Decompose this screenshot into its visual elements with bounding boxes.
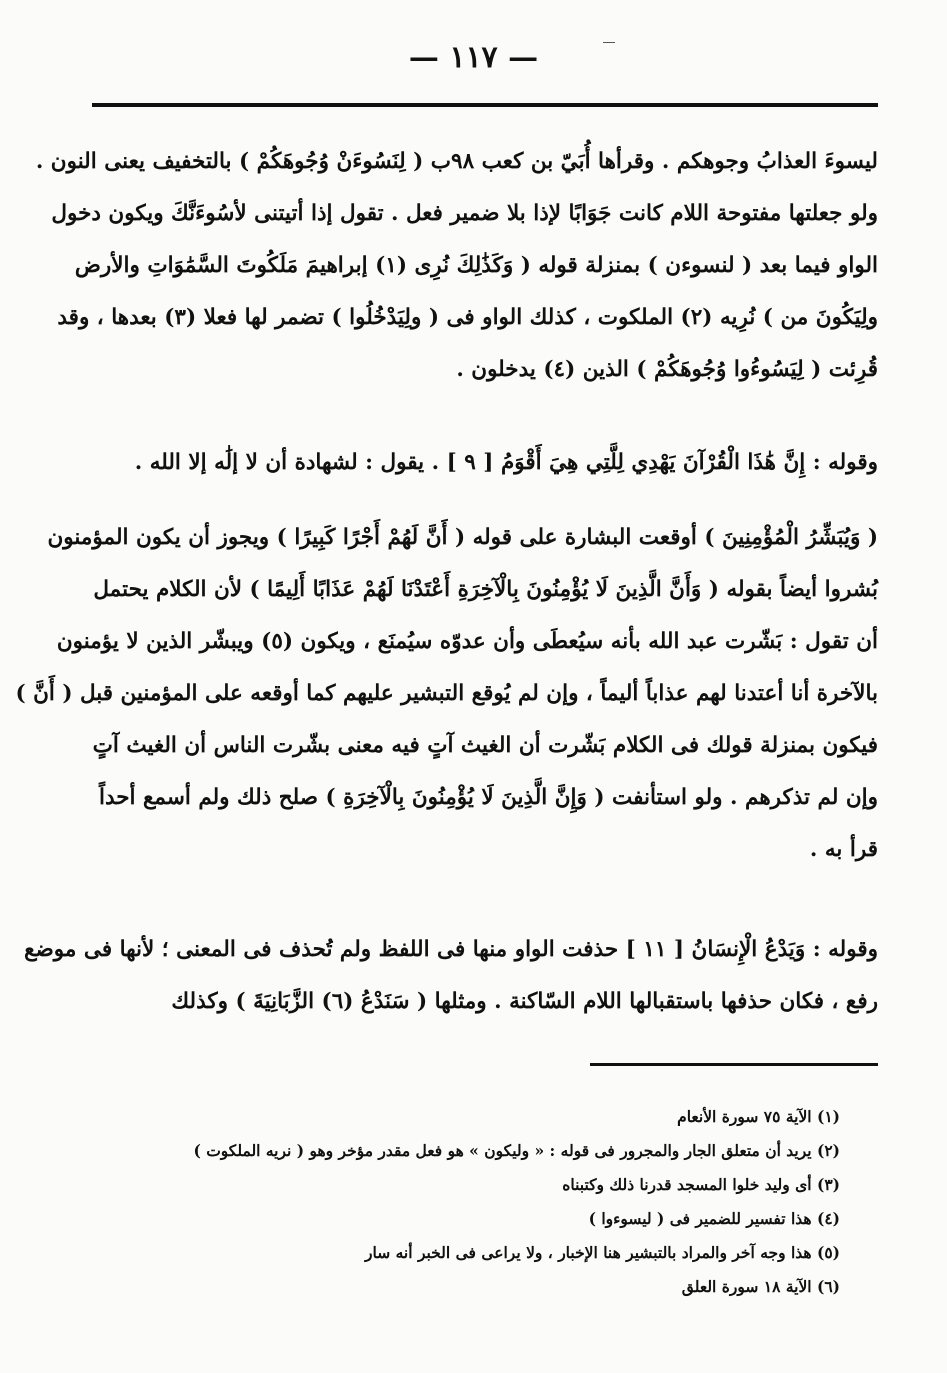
text-line: ولو جعلتها مفتوحة اللام كانت جَوَابًا لإذا بلا ضمير فعل . تقول إذا أتيتنى لأسُوءَنَّكَ ويكون دخول [51,201,878,226]
text-line: وقوله : إِنَّ هَٰذَا الْقُرْآنَ يَهْدِي لِلَّتِي هِيَ أَقْوَمُ [ ٩ ] . يقول : لشهادة أن لا إلَٰه إلا الله . [134,450,878,475]
text-line: بُشروا أيضاً بقوله ( وَأَنَّ الَّذِينَ لَا يُؤْمِنُونَ بِالْآخِرَةِ أَعْتَدْنَا لَهُمْ عَذَابًا أَلِيمًا ) لأن الكلام يحتمل [93,577,878,602]
footnote-separator [590,1063,878,1066]
text-line: قرأ به . [809,837,878,862]
footnote: (٤) هذا تفسير للضمير فى ( ليسوءوا ) [588,1209,840,1228]
text-line: وإن لم تذكرهم . ولو استأنفت ( وَإِنَّ الَّذِينَ لَا يُؤْمِنُونَ بِالْآخِرَةِ ) صلح ذلك ولم أسمع أحداً [98,785,878,810]
text-line: ( وَيُبَشِّرُ الْمُؤْمِنِينَ ) أوقعت البشارة على قوله ( أَنَّ لَهُمْ أَجْرًا كَبِيرًا ) ويجوز أن يكون المؤمنون [47,525,878,550]
text-line: رفع ، فكان حذفها باستقبالها اللام السّاكنة . ومثلها ( سَنَدْعُ (٦) الزَّبَانِيَةَ ) وكذلك [171,989,878,1014]
footnote: (٣) أى وليد خلوا المسجد قدرنا ذلك وكتبناه [562,1175,840,1194]
paragraph [92,437,878,489]
text-line: ليسوءَ العذابُ وجوهكم . وقرأها أُبَيّ بن كعب ٩٨ب ( لِنَسُوءَنْ وُجُوهَكُمْ ) بالتخفيف يعنى النون . [35,149,878,174]
footnote: (١) الآية ٧٥ سورة الأنعام [677,1107,840,1126]
page-number: — ١١٧ — [408,40,539,75]
text-line: ولِيَكُونَ من ) نُرِيه (٢) الملكوت ، كذلك الواو فى ( ولِيَدْخُلُوا ) تضمر لها فعلا (٣) بعدها ، وقد [57,305,878,330]
text-line: بالآخرة أنا أعتدنا لهم عذاباً أليماً ، وإن لم يُوقع التبشير عليهم كما أوقعه على المؤمنين قبل ( أَنَّ ) [15,681,878,706]
text-line: أن تقول : بَشّرت عبد الله بأنه سيُعطَى وأن عدوّه سيُمنَع ، ويكون (٥) ويبشّر الذين لا يؤمنون [56,629,878,654]
footnote: (٥) هذا وجه آخر والمراد بالتبشير هنا الإخبار ، ولا يراعى فى الخبر أنه سار [365,1243,840,1262]
text-line: فيكون بمنزلة قولك فى الكلام بَشّرت أن الغيث آتٍ فيه معنى بشّرت الناس أن الغيث آتٍ [92,733,878,758]
header-rule [92,103,878,107]
text-line: الواو فيما بعد ( لنسوءن ) بمنزلة قوله ( وَكَذَٰلِكَ نُرِى (١) إبراهيمَ مَلَكُوتَ السَّمَٰوَاتِ والأرض [74,253,878,278]
footnote: (٢) يريد أن متعلق الجار والمجرور فى قوله : « وليكون » هو فعل مقدر مؤخر وهو ( نريه الملكوت ) [193,1141,840,1160]
footnotes [140,1100,840,1304]
paragraph [35,136,878,396]
paragraph [24,924,878,1028]
footnote: (٦) الآية ١٨ سورة العلق [681,1277,840,1296]
paragraph [15,512,878,876]
text-line: وقوله : وَيَدْعُ الْإِنسَانُ [ ١١ ] حذفت الواو منها فى اللفظ ولم تُحذف فى المعنى ؛ لأنها فى موضع [24,937,878,962]
text-line: قُرِئت ( لِيَسُوءُوا وُجُوهَكُمْ ) الذين (٤) يدخلون . [456,357,878,382]
